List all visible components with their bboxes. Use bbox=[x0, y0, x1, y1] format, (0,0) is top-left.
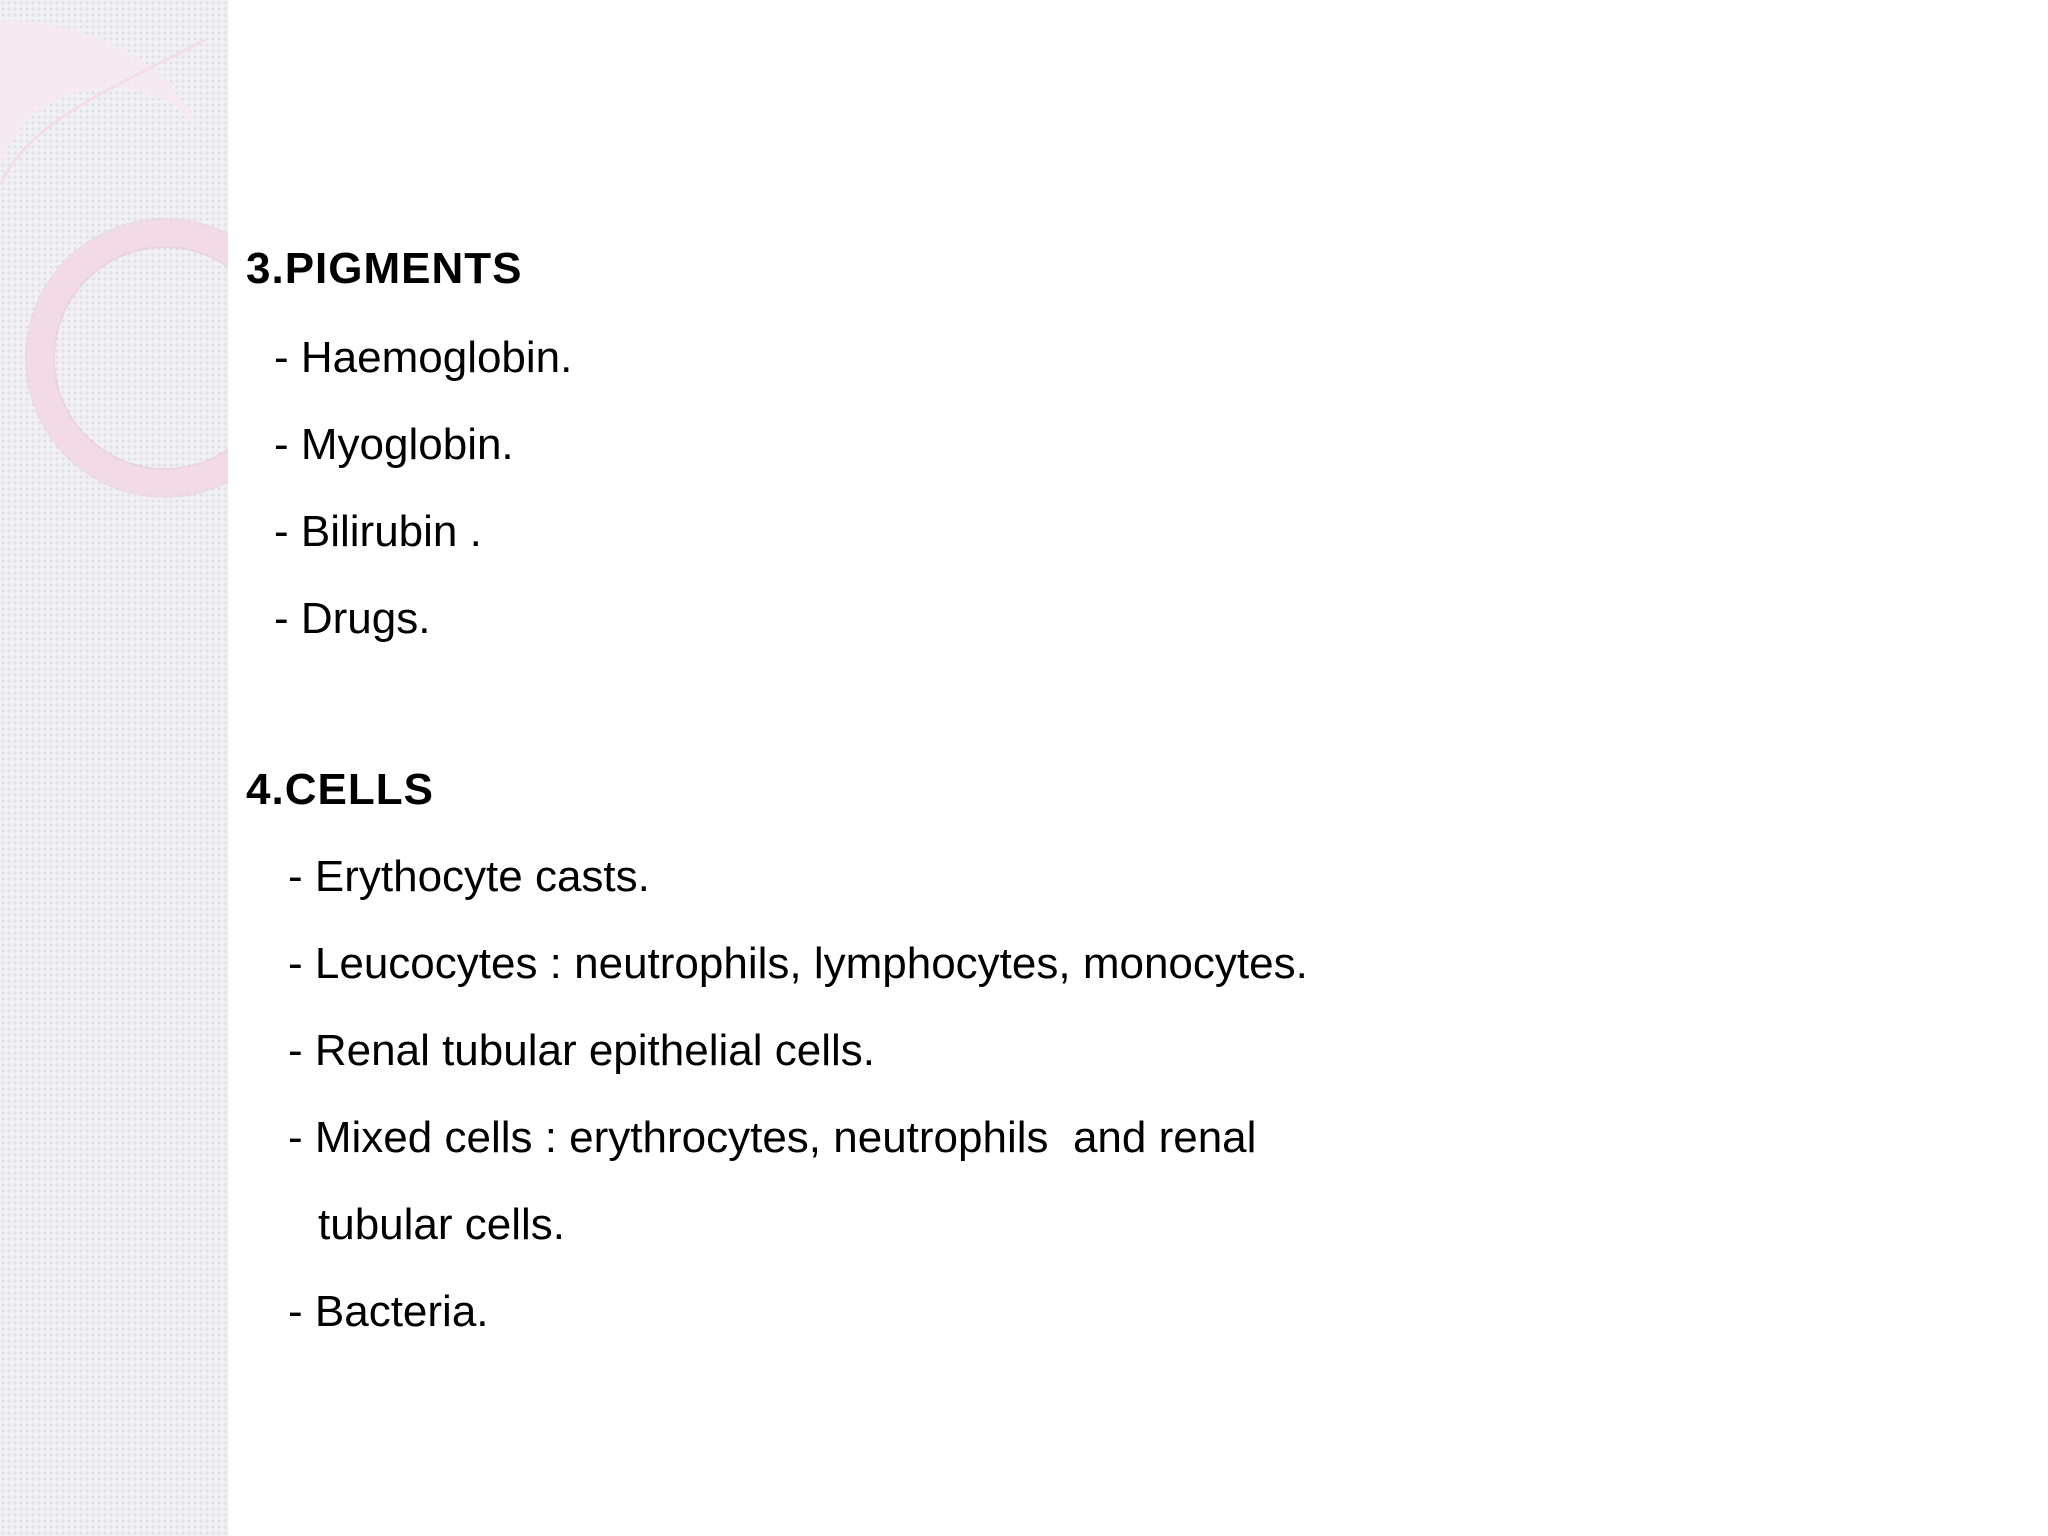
list-item: - Erythocyte casts. bbox=[288, 852, 650, 901]
section-heading-cells: 4.CELLS bbox=[246, 765, 434, 814]
list-item: - Myoglobin. bbox=[274, 420, 514, 469]
list-item: - Leucocytes : neutrophils, lymphocytes, monocytes. bbox=[288, 939, 1308, 988]
section-heading-pigments: 3.PIGMENTS bbox=[246, 244, 523, 293]
list-item: - Drugs. bbox=[274, 594, 431, 643]
list-item: - Bacteria. bbox=[288, 1287, 489, 1336]
list-item: - Haemoglobin. bbox=[274, 333, 573, 382]
list-item-continuation: tubular cells. bbox=[318, 1200, 566, 1249]
list-item: - Renal tubular epithelial cells. bbox=[288, 1026, 875, 1075]
list-item: - Bilirubin . bbox=[274, 507, 482, 556]
list-item: - Mixed cells : erythrocytes, neutrophils and renal bbox=[288, 1113, 1257, 1162]
